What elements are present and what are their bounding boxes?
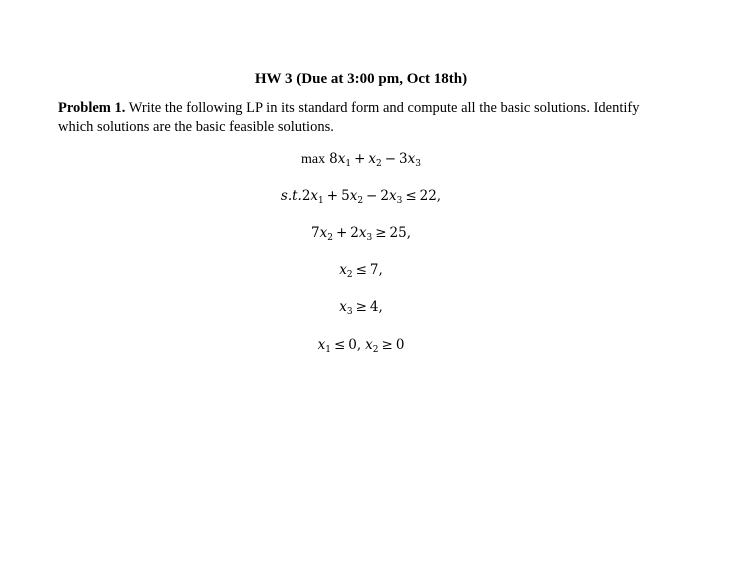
problem-label: Problem 1. xyxy=(58,100,126,116)
greater-equal-operator: ≥ xyxy=(355,299,367,315)
subscript: 2 xyxy=(327,233,333,243)
greater-equal-operator: ≥ xyxy=(381,337,393,353)
plus-operator: + xyxy=(335,225,348,241)
coefficient: 7 xyxy=(310,225,320,241)
less-equal-operator: ≤ xyxy=(333,337,346,353)
subscript: 3 xyxy=(346,307,353,317)
coefficient: 3 xyxy=(399,151,408,167)
variable: x xyxy=(339,299,347,315)
variable: x xyxy=(319,225,328,241)
constraint-2 xyxy=(0,224,722,242)
subscript: 1 xyxy=(345,159,352,169)
coefficient: 2 xyxy=(350,225,359,241)
subscript: 2 xyxy=(376,159,382,169)
sign-constraints xyxy=(0,336,722,354)
variable: x xyxy=(388,188,397,204)
subscript: 3 xyxy=(396,196,403,206)
max-operator: max xyxy=(301,152,326,167)
plus-operator: + xyxy=(354,151,366,167)
subscript: 1 xyxy=(318,196,324,206)
subscript: 2 xyxy=(346,270,353,280)
right-hand-side: 4, xyxy=(369,299,383,315)
variable: x xyxy=(368,151,376,167)
minus-operator: − xyxy=(366,188,378,204)
coefficient: 8 xyxy=(329,151,338,167)
right-hand-side: 0, xyxy=(348,337,362,353)
subject-to-label: s.t. xyxy=(280,188,302,204)
constraint-1 xyxy=(0,187,722,205)
variable: x xyxy=(310,188,319,204)
subscript: 1 xyxy=(325,345,331,355)
plus-operator: + xyxy=(326,188,339,204)
less-equal-operator: ≤ xyxy=(405,188,417,204)
constraint-3 xyxy=(0,261,722,279)
less-equal-operator: ≤ xyxy=(355,262,367,278)
right-hand-side: 25, xyxy=(389,225,411,241)
problem-statement xyxy=(58,99,678,137)
minus-operator: − xyxy=(384,151,397,167)
coefficient: 2 xyxy=(380,188,389,204)
right-hand-side: 0 xyxy=(395,337,405,353)
coefficient: 2 xyxy=(301,188,311,204)
subscript: 2 xyxy=(372,345,379,355)
objective-function xyxy=(0,150,722,169)
right-hand-side: 7, xyxy=(369,262,383,278)
variable: x xyxy=(339,262,347,278)
variable: x xyxy=(349,188,358,204)
constraint-4 xyxy=(0,298,722,316)
variable: x xyxy=(317,337,326,353)
subscript: 3 xyxy=(366,233,373,243)
greater-equal-operator: ≥ xyxy=(375,225,387,241)
variable: x xyxy=(337,151,346,167)
subscript: 2 xyxy=(357,196,364,206)
right-hand-side: 22, xyxy=(419,188,442,204)
problem-text: Write the following LP in its standard form and compute all the basic solutions. Identify which solutions are the basic feasible solutions. xyxy=(58,100,640,135)
coefficient: 5 xyxy=(341,188,350,204)
variable: x xyxy=(365,337,373,353)
homework-title: HW 3 (Due at 3:00 pm, Oct 18th) xyxy=(254,71,468,87)
variable: x xyxy=(407,151,416,167)
subscript: 3 xyxy=(415,159,421,169)
variable: x xyxy=(358,225,367,241)
